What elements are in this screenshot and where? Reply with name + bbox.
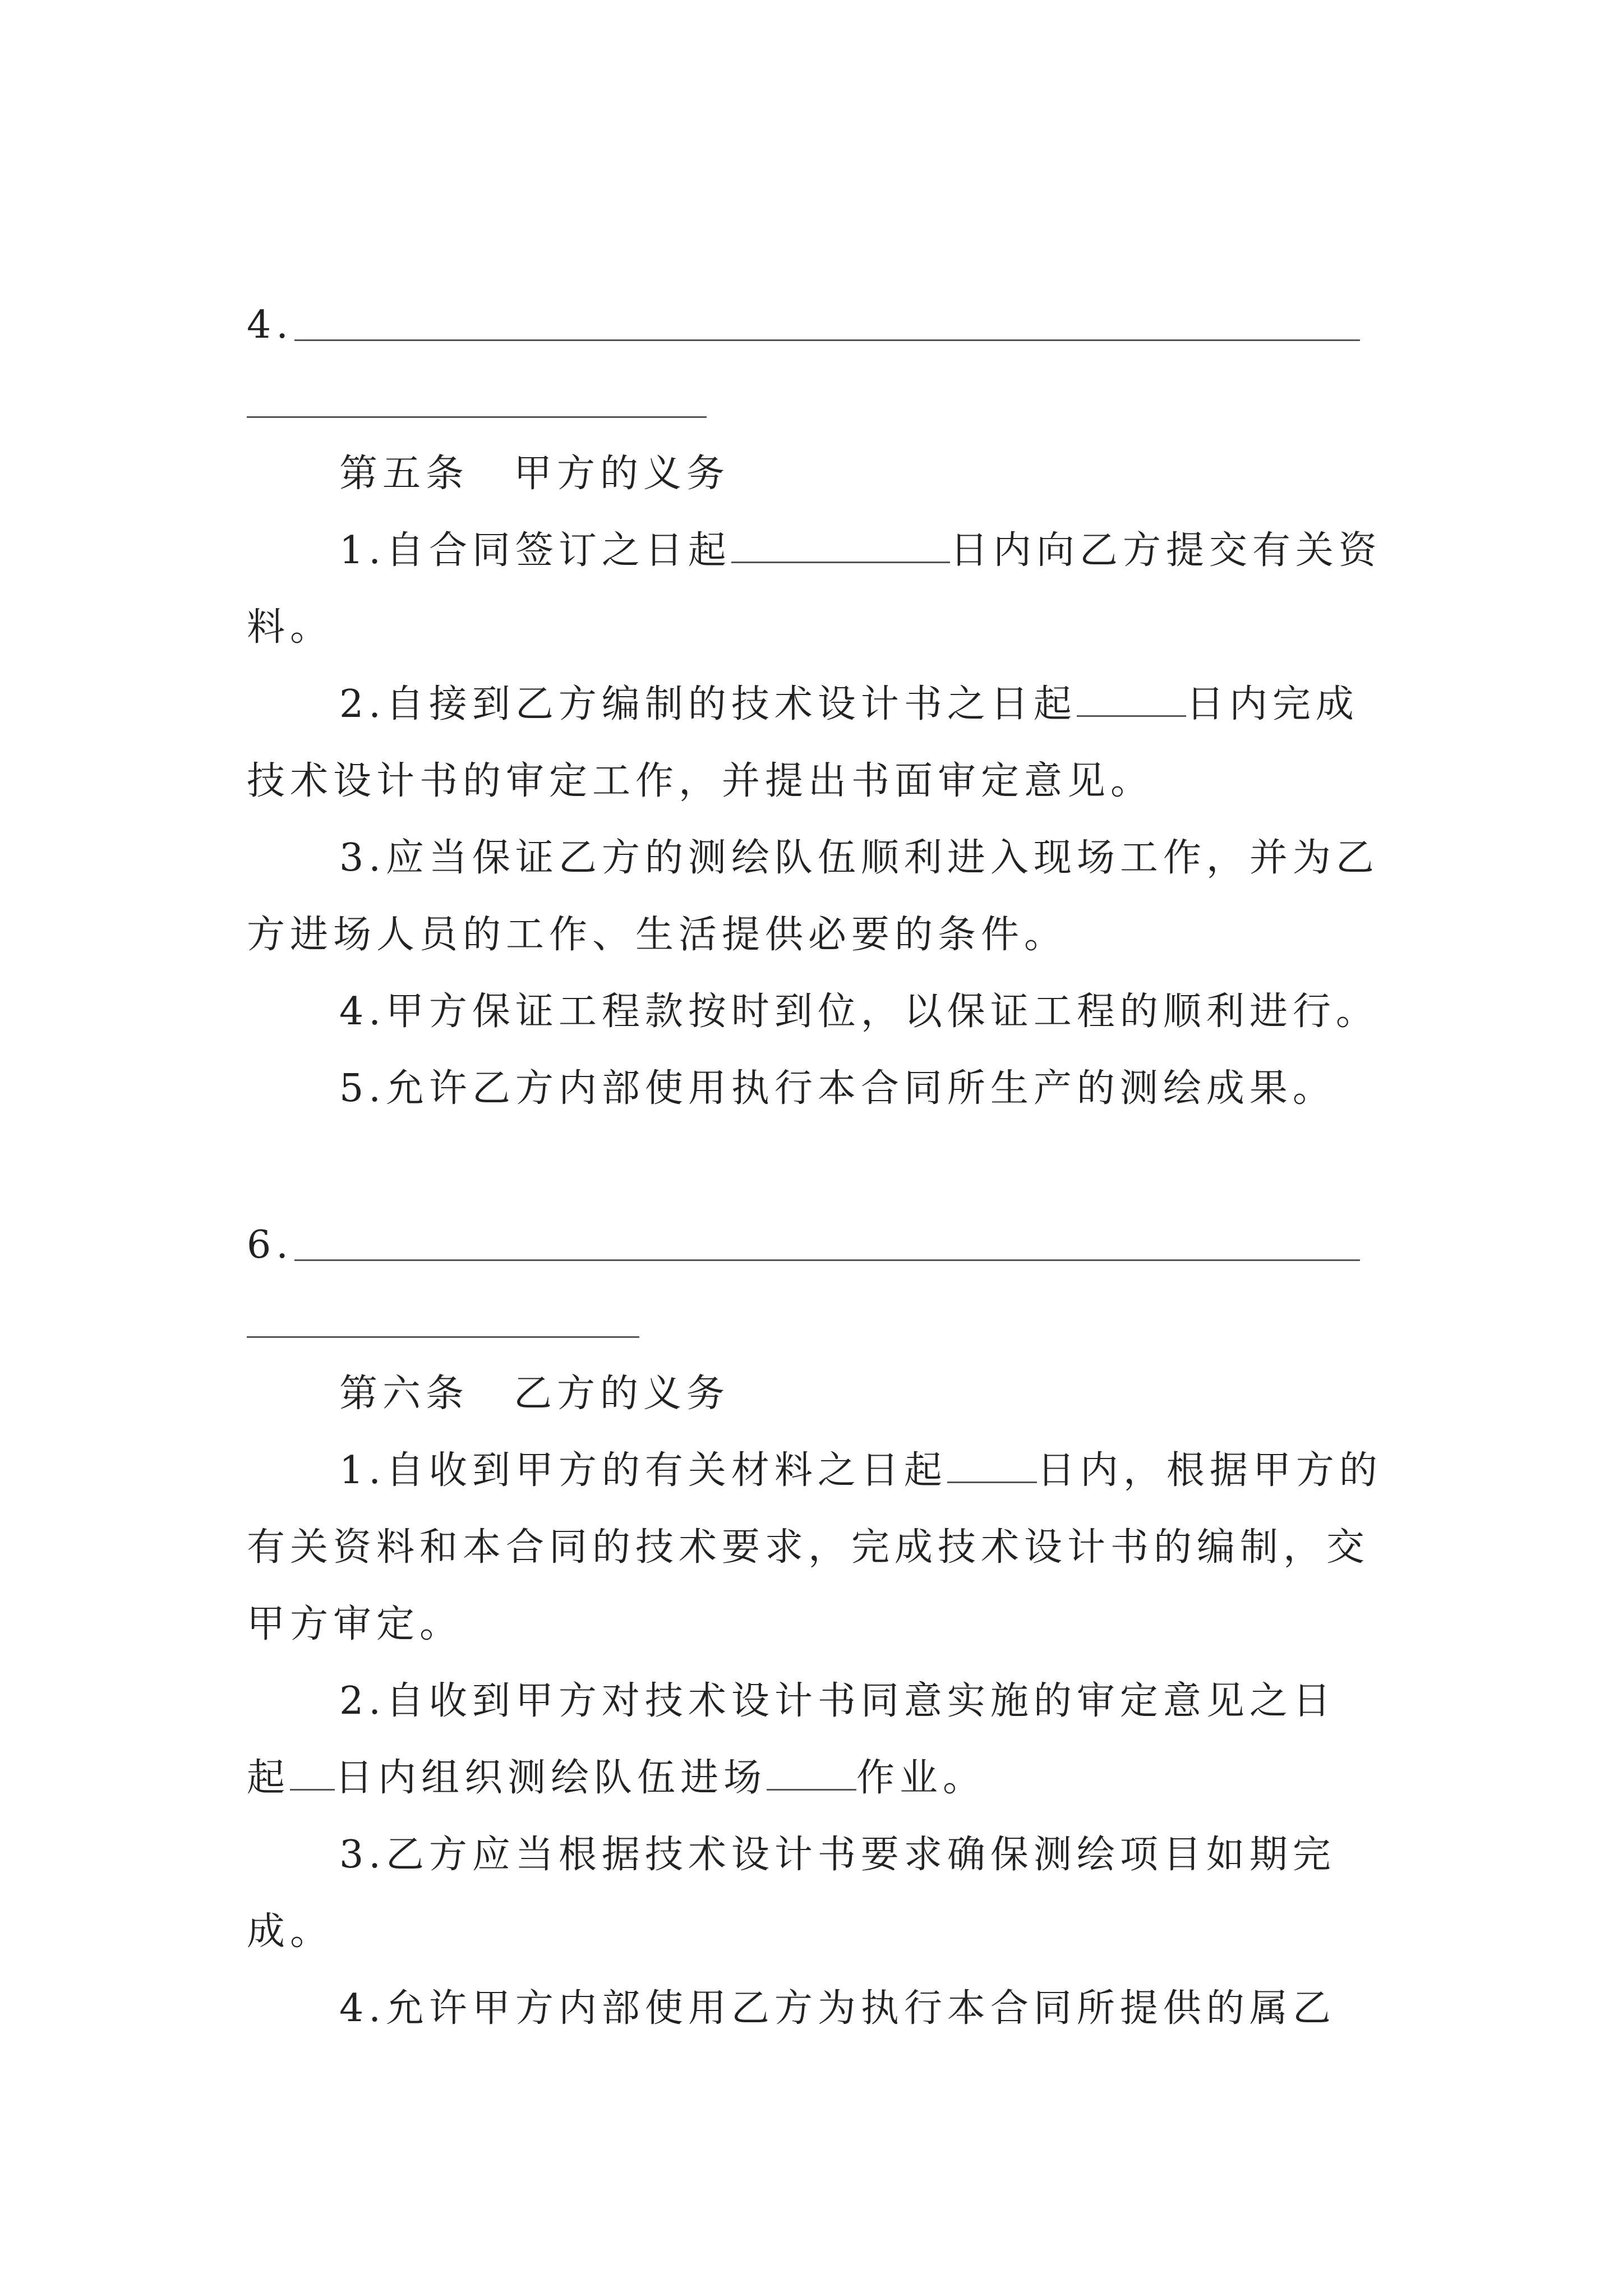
blank-field (731, 528, 950, 563)
article-5-item-5: 5.允许乙方内部使用执行本合同所生产的测绘成果。 (339, 1066, 1336, 1111)
article-6-item-3: 3.乙方应当根据技术设计书要求确保测绘项目如期完 (339, 1833, 1336, 1877)
item-4-blank-line-2 (247, 416, 707, 418)
article-6-item-1-cont-2: 甲方审定。 (247, 1602, 463, 1646)
article-5-title (339, 446, 730, 502)
article-6-item-1-cont-1: 有关资料和本合同的技术要求，完成技术设计书的编制，交 (247, 1525, 1370, 1570)
item-4-blank-line-1 (294, 339, 1360, 341)
blank-field (767, 1755, 856, 1791)
item-4-number: 4. (247, 303, 293, 347)
article-5-item-4: 4.甲方保证工程款按时到位，以保证工程的顺利进行。 (339, 990, 1379, 1034)
article-6-item-2: 2.自收到甲方对技术设计书同意实施的审定意见之日 (339, 1679, 1336, 1723)
blank-field (290, 1755, 335, 1791)
article-5-item-3-cont: 方进场人员的工作、生活提供必要的条件。 (247, 913, 1068, 957)
blank-field (1077, 682, 1186, 717)
article-5-item-2-cont: 技术设计书的审定工作，并提出书面审定意见。 (247, 759, 1154, 803)
article-6-item-4: 4.允许甲方内部使用乙方为执行本合同所提供的属乙 (339, 1986, 1336, 2031)
article-5-item-3: 3.应当保证乙方的测绘队伍顺利进入现场工作，并为乙 (339, 836, 1379, 880)
article-5-heading: 甲方的义务 (514, 452, 730, 496)
article-5-item-1-cont: 料。 (247, 605, 334, 650)
article-6-title (339, 1366, 730, 1422)
article-6-item-3-cont: 成。 (247, 1910, 334, 1954)
article-5-item-1: 1.自合同签订之日起 日内向乙方提交有关资 (339, 528, 1382, 573)
item-6-blank-line-1 (294, 1259, 1360, 1261)
article-5-item-2: 2.自接到乙方编制的技术设计书之日起 日内完成 (339, 682, 1359, 726)
article-6-heading: 乙方的义务 (514, 1372, 730, 1416)
item-6-number: 6. (247, 1223, 293, 1267)
item-6-blank-line-2 (247, 1336, 639, 1338)
article-6-number: 第六条 (339, 1372, 469, 1416)
article-6-item-2-cont: 起 日内组织测绘队伍进场 作业。 (247, 1756, 986, 1800)
blank-field (947, 1448, 1037, 1483)
article-5-number: 第五条 (339, 452, 469, 496)
article-6-item-1: 1.自收到甲方的有关材料之日起 日内，根据甲方的 (339, 1448, 1382, 1493)
